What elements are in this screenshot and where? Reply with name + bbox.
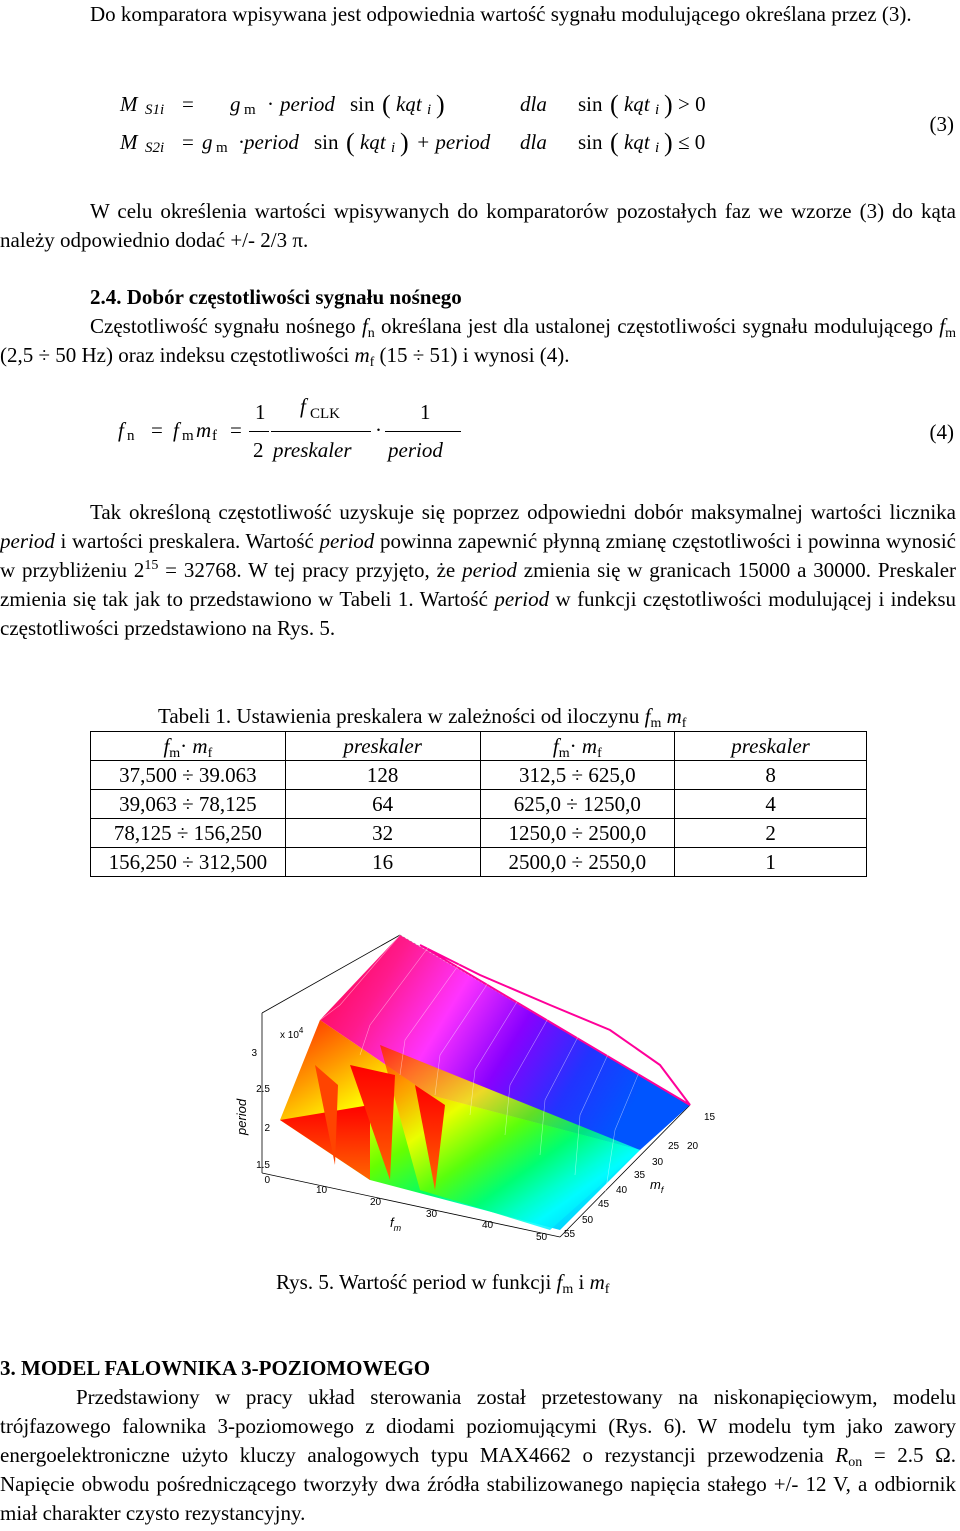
equation-4-number: (4)	[929, 420, 954, 444]
table-row	[91, 790, 867, 819]
eq3-dla: dla	[520, 92, 547, 116]
eq3-eq: =	[182, 130, 194, 154]
table-cell: 1	[675, 848, 867, 877]
table-row	[91, 819, 867, 848]
table-cell: 312,5 ÷ 625,0	[480, 761, 675, 790]
equation-3-row-1: M S1i = g m · period sin ( kąt i ) dla sin ( kąt i ) > 0	[120, 90, 740, 120]
eq3-g-sub: m	[216, 140, 228, 156]
x-tick: 30	[426, 1209, 438, 1220]
eq3-period: period	[244, 130, 299, 154]
table-cell: 39,063 ÷ 78,125	[91, 790, 286, 819]
y-tick: 20	[687, 1141, 699, 1152]
paragraph-period: Tak określoną częstotliwość uzyskuje się poprzez odpowiedni dobór maksymalnej wartości licznika period i wartości preskalera. Wartość period powinna zapewnić płynną zmianę częstotliwości i powinna wynosić w przybliżeniu $2^{15} = 32768$. W tej pracy przyjęto, że period zmienia się w granicach 15000 a 30000. Preskaler zmienia się tak jak to przedstawiono w Tabeli 1. Wartość period w funkcji częstotliwości modulującej i indeksu częstotliwości przedstawiono na Rys. 5.	[0, 500, 957, 640]
eq4-one1: 1	[255, 400, 266, 424]
table-cell: 1250,0 ÷ 2500,0	[480, 819, 675, 848]
table-cell: 128	[285, 761, 480, 790]
eq3-kat: kąt	[396, 92, 422, 116]
table-cell: 4	[675, 790, 867, 819]
eq3-kat-cond: kąt	[624, 92, 650, 116]
table-cell: 625,0 ÷ 1250,0	[480, 790, 675, 819]
y-tick: 30	[652, 1157, 664, 1168]
eq4-mf-sub: f	[212, 428, 217, 444]
x-tick: 40	[482, 1220, 494, 1231]
eq4-mf: m	[196, 418, 212, 442]
y-tick: 40	[616, 1185, 628, 1196]
table-header-row	[91, 732, 867, 761]
table-1-caption: Tabeli 1. Ustawienia preskalera w zależności od iloczynu $f_m$ $m_f$	[158, 704, 687, 731]
eq4-fm: f	[173, 418, 179, 442]
figure-5-caption: Rys. 5. Wartość period w funkcji $f_m$ i $m_f$	[276, 1270, 610, 1297]
eq3-dot: ·	[267, 92, 274, 116]
x-tick: 20	[370, 1197, 382, 1208]
eq3-lhs-sub: S2i	[145, 140, 165, 156]
header-preskaler: preskaler	[285, 732, 480, 761]
y-tick: 50	[582, 1215, 594, 1226]
x-tick: 55	[564, 1229, 576, 1240]
eq3-i: i	[391, 140, 396, 156]
eq3-i: i	[427, 102, 432, 118]
table-cell: 2500,0 ÷ 2550,0	[480, 848, 675, 877]
section-2-4-body: Częstotliwość sygnału nośnego $f_n$ określana jest dla ustalonej częstotliwości sygnału modulującego $f_m$ (2,5 ÷ 50 Hz) oraz indeksu częstotliwości $m_f$ (15 ÷ 51) i wynosi (4).	[0, 314, 956, 370]
z-tick: 2	[264, 1123, 270, 1134]
table-cell: 64	[285, 790, 480, 819]
eq4-one2: 1	[420, 400, 431, 424]
eq3-g: g	[230, 92, 241, 116]
eq3-eq: =	[182, 92, 194, 116]
eq3-dot: ·	[238, 130, 245, 154]
z-tick: 2.5	[256, 1084, 270, 1095]
eq4-fn: f	[118, 418, 124, 442]
eq3-period: period	[280, 92, 335, 116]
eq4-eq2: =	[230, 418, 242, 442]
table-cell: 37,500 ÷ 39.063	[91, 761, 286, 790]
table-cell: 156,250 ÷ 312,500	[91, 848, 286, 877]
eq3-cond: ≤ 0	[678, 130, 706, 154]
y-tick: 45	[598, 1199, 610, 1210]
eq3-cond: > 0	[678, 92, 706, 116]
eq3-kat-cond: kąt	[624, 130, 650, 154]
eq4-dot: ·	[375, 418, 382, 442]
eq3-sin: sin	[350, 92, 375, 116]
equation-3-row-2: M S2i = g m · period sin ( kąt i ) + period dla sin ( kąt i ) ≤ 0	[120, 128, 740, 158]
eq3-g: g	[202, 130, 213, 154]
x-axis-label: $f_m$	[390, 1215, 402, 1233]
eq3-sin: sin	[314, 130, 339, 154]
equation-3-number: (3)	[929, 112, 954, 136]
eq3-lhs: M	[120, 92, 138, 116]
intro-paragraph: Do komparatora wpisywana jest odpowiednia wartość sygnału modulującego określana przez (3).	[90, 2, 912, 26]
eq4-period: period	[388, 438, 443, 462]
eq3-lhs: M	[120, 130, 138, 154]
table-1	[90, 731, 867, 877]
eq3-i-cond: i	[655, 140, 660, 156]
table-cell: 2	[675, 819, 867, 848]
eq4-fclk-sub: CLK	[310, 406, 340, 422]
section-2-4-title: 2.4. Dobór częstotliwości sygnału nośnego	[90, 285, 462, 309]
z-tick: 3	[251, 1048, 257, 1059]
y-tick: 15	[704, 1112, 716, 1123]
section-3-title: 3. MODEL FALOWNIKA 3-POZIOMOWEGO	[0, 1356, 431, 1380]
eq3-g-sub: m	[244, 102, 256, 118]
section-3-body: Przedstawiony w pracy układ sterowania został przetestowany na niskonapięciowym, modelu trójfazowego falownika 3-poziomowego z diodami poziomującymi (Rys. 6). W modelu tym jako zawory energoelektroniczne użyto kluczy analogowych typu MAX4662 o rezystancji przewodzenia $R_{on} = 2.5$ Ω. Napięcie obwodu pośredniczącego tworzyły dwa źródła stabilizowanego napięcia stałego +/- 12 V, a odbiornik miał charakter czysto rezystancyjny.	[0, 1385, 956, 1525]
eq4-preskaler: preskaler	[273, 438, 352, 462]
eq3-lhs-sub: S1i	[145, 102, 165, 118]
paragraph-phases: W celu określenia wartości wpisywanych do komparatorów pozostałych faz we wzorze (3) do kąta należy odpowiednio dodać +/- 2/3 π.	[0, 199, 956, 252]
z-tick: 0	[264, 1175, 270, 1186]
eq3-sin-cond: sin	[578, 92, 603, 116]
multiplier-label: x $10^4$	[280, 1026, 304, 1041]
eq4-two: 2	[253, 438, 264, 462]
x-tick: 50	[536, 1232, 548, 1243]
table-row	[91, 848, 867, 877]
surface-plot	[220, 925, 740, 1250]
table-cell: 32	[285, 819, 480, 848]
eq3-i-cond: i	[655, 102, 660, 118]
header-fm-mf: $f_m\cdot m_f$	[480, 732, 675, 761]
z-tick: 1.5	[256, 1160, 270, 1171]
surface	[280, 935, 690, 1230]
eq3-dla: dla	[520, 130, 547, 154]
eq4-eq1: =	[151, 418, 163, 442]
table-row	[91, 761, 867, 790]
y-axis-label: $m_f$	[650, 1177, 664, 1195]
eq3-plus-period: + period	[416, 130, 491, 154]
equation-4	[118, 394, 478, 468]
eq4-fn-sub: n	[127, 428, 135, 444]
table-cell: 78,125 ÷ 156,250	[91, 819, 286, 848]
header-fm-mf: $f_m\cdot m_f$	[91, 732, 286, 761]
table-cell: 16	[285, 848, 480, 877]
table-cell: 8	[675, 761, 867, 790]
x-tick: 10	[316, 1185, 328, 1196]
eq4-fm-sub: m	[182, 428, 194, 444]
header-preskaler: preskaler	[675, 732, 867, 761]
y-tick: 35	[634, 1170, 646, 1181]
y-tick: 25	[668, 1141, 680, 1152]
z-axis-label: period	[234, 1098, 249, 1135]
eq3-kat: kąt	[360, 130, 386, 154]
eq4-fclk: f	[300, 394, 306, 418]
eq3-sin-cond: sin	[578, 130, 603, 154]
